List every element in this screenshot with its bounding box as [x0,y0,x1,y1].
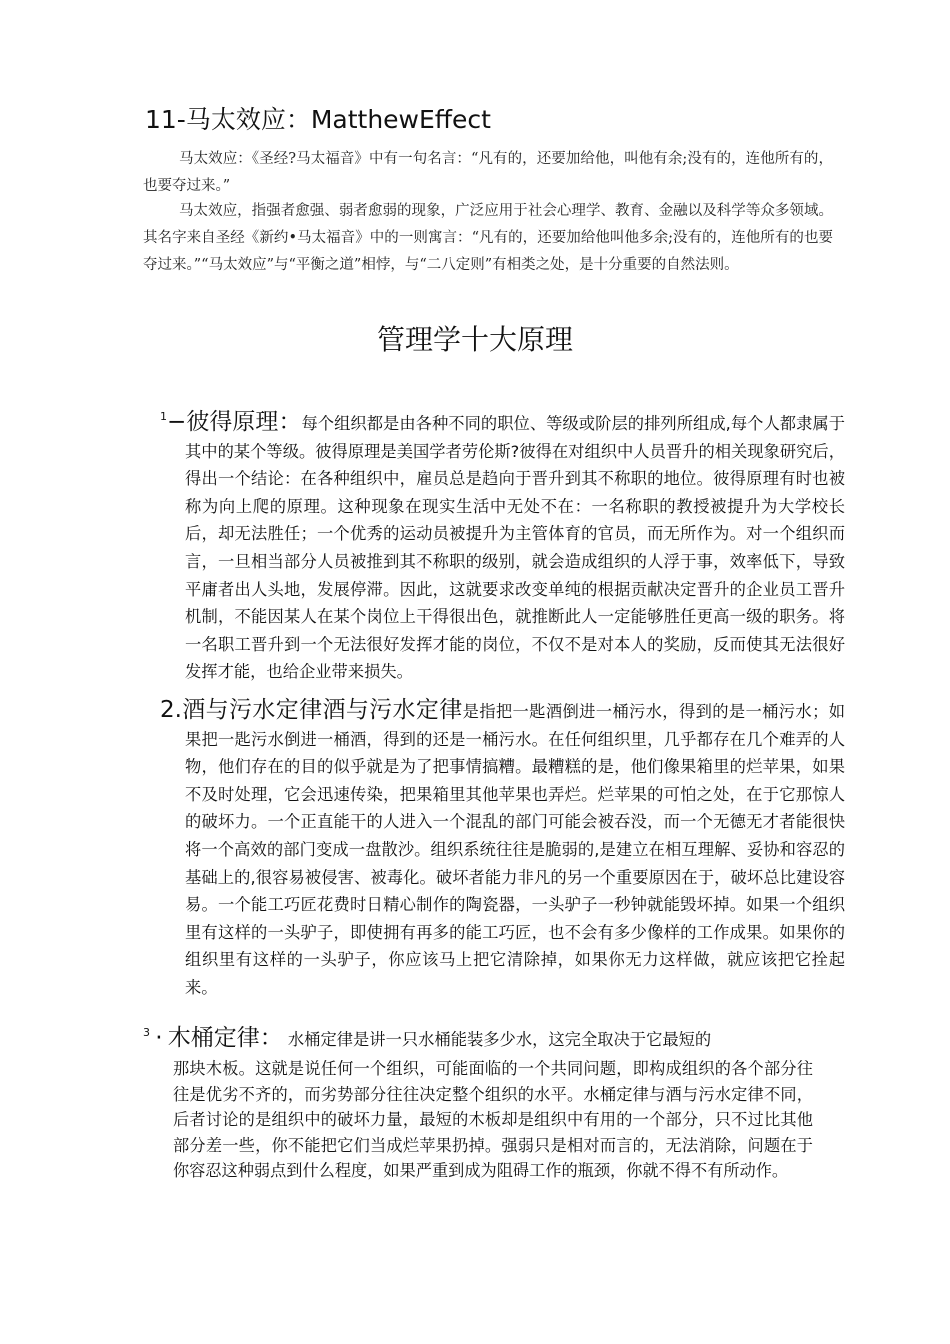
law-title: 木桶定律： [167,1025,283,1051]
law-peter-principle [160,403,845,686]
law-title: 酒与污水定律酒与污水定律 [181,697,463,723]
law-title: 彼得原理： [186,409,302,435]
law-body: 每个组织都是由各种不同的职位、等级或阶层的排列所组成,每个人都隶属于其中的某个等级。彼得原理是美国学者劳伦斯?彼得在对组织中人员晋升的相关现象研究后，得出一个结论：在各种组织中，雇员总是趋向于晋升到其不称职的地位。彼得原理有时也被称为向上爬的原理。这种现象在现实生活中无处不在：一名称职的教授被提升为大学校长后，却无法胜任；一个优秀的运动员被提升为主管体育的官员，而无所作为。对一个组织而言，一旦相当部分人员被推到其不称职的级别，就会造成组织的人浮于事，效率低下，导致平庸者出人头地，发展停滞。因此，这就要求改变单纯的根据贡献决定晋升的企业员工晋升机制，不能因某人在某个岗位上干得很出色，就推断此人一定能够胜任更高一级的职务。将一名职工晋升到一个无法很好发挥才能的岗位，不仅不是对本人的奖励，反而使其无法很好发挥才能，也给企业带来损失。 [185,414,846,682]
law-wine-and-sewage [160,697,845,1002]
matthew-paragraph-2: 马太效应，指强者愈强、弱者愈弱的现象，广泛应用于社会心理学、教育、金融以及科学等众多领域。其名字来自圣经《新约•马太福音》中的一则寓言：“凡有的，还要加给他叫他多余;没有的，连他所有的也要夺过来。”“马太效应”与“平衡之道”相悖，与“二八定则”有相类之处，是十分重要的自然法则。 [143,203,833,273]
matthew-effect-heading: 11-马太效应：MatthewEffect [145,105,491,134]
law-number: 2. [160,697,182,723]
law-bucket-body: 那块木板。这就是说任何一个组织，可能面临的一个共同问题，即构成组织的各个部分往往是优劣不齐的，而劣势部分往往决定整个组织的水平。水桶定律与酒与污水定律不同，后者讨论的是组织中的破坏力量，最短的木板却是组织中有用的一个部分，只不过比其他部分差一些，你不能把它们当成烂苹果扔掉。强弱只是相对而言的，无法消除，问题在于你容忍这种弱点到什么程度，如果严重到成为阻碍工作的瓶颈，你就不得不有所动作。 [173,1059,813,1180]
matthew-paragraph-1: 马太效应：《圣经?马太福音》中有一句名言：“凡有的，还要加给他，叫他有余;没有的，连他所有的，也要夺过来。” [143,151,833,194]
law-number: 3 [143,1026,150,1039]
law-dot: · [155,1025,163,1051]
law-number: 1 [160,410,167,423]
law-body: 是指把一匙酒倒进一桶污水，得到的是一桶污水；如果把一匙污水倒进一桶酒，得到的还是一桶污水。在任何组织里，几乎都存在几个难弄的人物，他们存在的目的似乎就是为了把事情搞糟。最糟糕的是，他们像果箱里的烂苹果，如果不及时处理，它会迅速传染，把果箱里其他苹果也弄烂。烂苹果的可怕之处，在于它那惊人的破坏力。一个正直能干的人进入一个混乱的部门可能会被吞没，而一个无德无才者能很快将一个高效的部门变成一盘散沙。组织系统往往是脆弱的,是建立在相互理解、妥协和容忍的基础上的,很容易被侵害、被毒化。破坏者能力非凡的另一个重要原因在于，破坏总比建设容易。一个能工巧匠花费时日精心制作的陶瓷器，一头驴子一秒钟就能毁坏掉。如果一个组织里有这样的一头驴子，即使拥有再多的能工巧匠，也不会有多少像样的工作成果。如果你的组织里有这样的一头驴子，你应该马上把它清除掉，如果你无力这样做，就应该把它拴起来。 [185,702,845,997]
main-title: 管理学十大原理 [376,323,573,356]
law-bucket-heading [143,1019,823,1054]
law-dash: − [167,409,187,435]
law-body-first-line: 水桶定律是讲一只水桶能装多少水，这完全取决于它最短的 [287,1030,712,1049]
